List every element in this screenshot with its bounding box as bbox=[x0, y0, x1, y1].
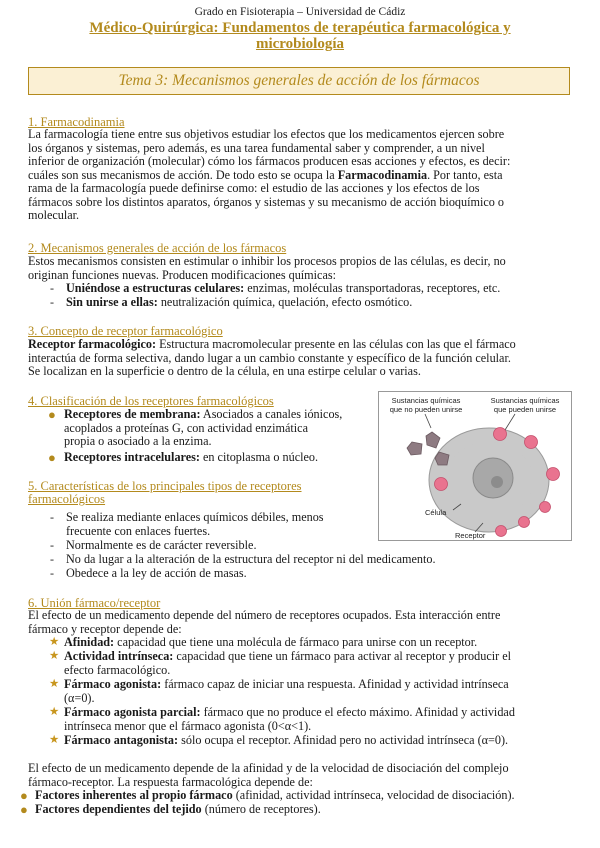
s2-bullet-2-bold: Sin unirse a ellas: bbox=[66, 295, 158, 309]
section-2-paragraph bbox=[28, 255, 570, 282]
s5-item-2-marker: - bbox=[50, 538, 54, 552]
s5-title-line-2: farmacológicos bbox=[28, 492, 106, 506]
s4-bullet-2-marker: ● bbox=[48, 450, 56, 465]
s5-title-line-1: 5. Características de los principales tipos de receptores bbox=[28, 479, 302, 493]
s6-def-4-star-icon: ★ bbox=[49, 706, 60, 718]
s3-line-1-text: Estructura macromolecular presente en las células con las que el fármaco bbox=[156, 337, 516, 351]
receptor-7 bbox=[540, 502, 551, 513]
s2-bullet-2-text: neutralización química, quelación, efecto osmótico. bbox=[157, 295, 413, 309]
agonista-parcial-line-1 bbox=[64, 706, 570, 720]
receptor-1 bbox=[494, 428, 507, 441]
s5-item-2: Normalmente es de carácter reversible. bbox=[66, 538, 257, 552]
section-3-paragraph bbox=[28, 338, 570, 379]
agonista-parcial-term: Fármaco agonista parcial: bbox=[64, 705, 201, 719]
s1-line-5: rama de la farmacología puede definirse como: el estudio de las acciones y los efectos de los bbox=[28, 181, 480, 195]
s5-item-4: Obedece a la ley de acción de masas. bbox=[66, 566, 247, 580]
s6-def-actividad-intrinseca bbox=[64, 650, 570, 677]
receptor-diagram bbox=[379, 392, 573, 542]
s6-line-1: El efecto de un medicamento depende del número de receptores ocupados. Esta interacción entre bbox=[28, 608, 501, 622]
section-4-title: 4. Clasificación de los receptores farmacológicos bbox=[28, 394, 274, 408]
s3-line-2: interactúa de forma selectiva, dando lugar a un cambio constante y específico de la función celular. bbox=[28, 350, 511, 365]
afinidad-text: capacidad que tiene una molécula de fármaco para unirse con un receptor. bbox=[114, 635, 478, 649]
label-no-unir-line-2: que no pueden unirse bbox=[389, 404, 463, 414]
s3-line-1 bbox=[28, 338, 570, 352]
subject-title-line-2: microbiología bbox=[255, 36, 345, 52]
s5-item-3-marker: - bbox=[50, 552, 54, 566]
section-5-title bbox=[28, 480, 370, 506]
receptor-3 bbox=[547, 468, 560, 481]
agonista-text-1: fármaco capaz de iniciar una respuesta. Afinidad y actividad intrínseca bbox=[161, 677, 509, 691]
agonista-term: Fármaco agonista: bbox=[64, 677, 162, 691]
subject-title-line-1: Médico-Quirúrgica: Fundamentos de terapéutica farmacológica y bbox=[89, 20, 511, 36]
s6-factor-2-marker: ● bbox=[20, 802, 28, 817]
s4-bullet-1-bold: Receptores de membrana: bbox=[64, 407, 201, 421]
section-1-title: 1. Farmacodinamia bbox=[28, 115, 125, 129]
agonista-parcial-text-1: fármaco que no produce el efecto máximo. Afinidad y actividad bbox=[200, 705, 515, 719]
s6-def-agonista-parcial bbox=[64, 706, 570, 733]
afinidad-term: Afinidad: bbox=[64, 635, 115, 649]
s6-factor-1-marker: ● bbox=[20, 788, 28, 803]
s4-bullet-1-line-1 bbox=[64, 408, 369, 422]
s2-line-1: Estos mecanismos consisten en estimular o inhibir los procesos propios de las células, es decir, no bbox=[28, 254, 506, 268]
s1-line-4-a: cuáles son sus mecanismos de acción. De todo esto se ocupa la bbox=[28, 167, 338, 182]
s6-def-5-star-icon: ★ bbox=[49, 734, 60, 746]
tema-title-box bbox=[28, 67, 570, 95]
s2-line-2: originan funciones nuevas. Producen modificaciones químicas: bbox=[28, 267, 336, 282]
s1-line-3: inferior de organización (molecular) cómo los fármacos producen esas acciones y efectos, es decir: bbox=[28, 154, 511, 168]
s6-def-1-star-icon: ★ bbox=[49, 636, 60, 648]
receptor-5 bbox=[496, 526, 507, 537]
agonista-line-1 bbox=[64, 678, 570, 692]
s6-def-2-star-icon: ★ bbox=[49, 650, 60, 662]
antagonista-term: Fármaco antagonista: bbox=[64, 733, 179, 747]
s5-item-1-marker: - bbox=[50, 510, 54, 524]
factor-tejido-text: (número de receptores). bbox=[201, 802, 321, 816]
s6-def-antagonista bbox=[64, 734, 508, 748]
farmacodinamia-term: Farmacodinamia bbox=[337, 167, 428, 182]
s2-bullet-1-text: enzimas, moléculas transportadoras, receptores, etc. bbox=[244, 281, 501, 295]
actividad-text-1: capacidad que tiene un fármaco para activar al receptor y producir el bbox=[173, 649, 512, 663]
molecule-no-unir-2 bbox=[407, 442, 422, 455]
s2-bullet-2-marker: - bbox=[50, 295, 54, 309]
s4-bullet-1-text: Asociados a canales iónicos, bbox=[200, 407, 343, 421]
agonista-line-2: (α=0). bbox=[64, 690, 95, 705]
label-celula: Célula bbox=[425, 508, 447, 517]
s6-def-3-star-icon: ★ bbox=[49, 678, 60, 690]
s4-bullet-1 bbox=[64, 408, 369, 449]
s5-item-4-marker: - bbox=[50, 566, 54, 580]
section-3-title: 3. Concepto de receptor farmacológico bbox=[28, 324, 223, 338]
receptor-figure bbox=[378, 391, 572, 541]
leader-line-unir bbox=[505, 414, 515, 430]
s1-line-7: molecular. bbox=[28, 208, 80, 222]
section-6-title: 6. Unión fármaco/receptor bbox=[28, 596, 161, 610]
antagonista-text: sólo ocupa el receptor. Afinidad pero no actividad intrínseca (α=0). bbox=[178, 733, 509, 747]
label-unir-line-2: que pueden unirse bbox=[493, 404, 557, 414]
receptor-6 bbox=[519, 517, 530, 528]
actividad-line-2: efecto farmacológico. bbox=[64, 662, 171, 677]
s6-def-agonista bbox=[64, 678, 570, 705]
receptor-4 bbox=[435, 478, 448, 491]
molecule-no-unir-1 bbox=[426, 432, 440, 448]
label-pueden-unirse bbox=[479, 397, 571, 414]
s2-bullet-1-marker: - bbox=[50, 281, 54, 295]
s1-line-4-c: . Por tanto, esta bbox=[427, 167, 503, 182]
s1-line-2: los órganos y sistemas, pero además, es una tarea fundamental saber y comprender, a un nivel bbox=[28, 140, 485, 155]
subject-title bbox=[40, 20, 560, 52]
s5-item-1-line-2: frecuente con enlaces fuertes. bbox=[66, 523, 211, 538]
label-no-pueden-unirse bbox=[383, 397, 469, 414]
section-6-paragraph-1 bbox=[28, 609, 570, 636]
label-receptor: Receptor bbox=[455, 531, 486, 540]
s1-line-6: fármacos sobre los distintos aparatos, órganos y sistemas y su mecanismo de acción bioquímico o bbox=[28, 194, 505, 209]
actividad-line-1 bbox=[64, 650, 570, 664]
s4-bullet-1-line-3: propia o asociado a la enzima. bbox=[64, 434, 212, 448]
s4-bullet-2-bold: Receptores intracelulares: bbox=[64, 450, 200, 464]
s2-bullet-1-bold: Uniéndose a estructuras celulares: bbox=[66, 281, 245, 295]
s6-def-afinidad bbox=[64, 636, 477, 650]
s5-item-1 bbox=[66, 511, 369, 538]
s6-factor-farmaco bbox=[35, 789, 515, 803]
section-6-paragraph-2 bbox=[28, 762, 570, 789]
s3-line-3: Se localizan en la superficie o dentro de la célula, en una estirpe celular o varias. bbox=[28, 364, 421, 378]
s6-p2-line-1: El efecto de un medicamento depende de la afinidad y de la velocidad de disociación del complejo bbox=[28, 761, 509, 775]
s4-bullet-1-line-2: acoplados a proteínas G, con actividad enzimática bbox=[64, 420, 308, 435]
s1-line-4 bbox=[28, 169, 570, 183]
receptor-2 bbox=[525, 436, 538, 449]
s6-p2-line-2: fármaco-receptor. La respuesta farmacológica depende de: bbox=[28, 774, 313, 789]
s4-bullet-2-text: en citoplasma o núcleo. bbox=[199, 450, 319, 464]
s4-bullet-2 bbox=[64, 451, 318, 465]
factor-farmaco-term: Factores inherentes al propio fármaco bbox=[35, 788, 233, 802]
agonista-parcial-line-2: intrínseca menor que el fármaco agonista (0<α<1). bbox=[64, 718, 312, 733]
s6-line-2: fármaco y receptor depende de: bbox=[28, 621, 182, 636]
tema-title: Tema 3: Mecanismos generales de acción de los fármacos bbox=[118, 72, 480, 89]
section-2-title: 2. Mecanismos generales de acción de los fármacos bbox=[28, 241, 287, 255]
actividad-intrinseca-term: Actividad intrínseca: bbox=[64, 649, 174, 663]
s2-bullet-2 bbox=[66, 296, 412, 310]
s2-bullet-1 bbox=[66, 282, 500, 296]
s5-item-3: No da lugar a la alteración de la estructura del receptor ni del medicamento. bbox=[66, 552, 436, 566]
course-header: Grado en Fisioterapia – Universidad de Cádiz bbox=[194, 6, 406, 18]
label-unir-line-1: Sustancias químicas bbox=[490, 396, 560, 405]
factor-tejido-term: Factores dependientes del tejido bbox=[35, 802, 202, 816]
s1-line-1: La farmacología tiene entre sus objetivos estudiar los efectos que los medicamentos ejercen sobre bbox=[28, 127, 505, 141]
section-1-paragraph bbox=[28, 128, 570, 223]
receptor-term: Receptor farmacológico: bbox=[28, 337, 157, 351]
nucleolus bbox=[491, 476, 503, 488]
label-no-unir-line-1: Sustancias químicas bbox=[391, 396, 461, 405]
s4-bullet-1-marker: ● bbox=[48, 407, 56, 422]
leader-line-no-unir bbox=[425, 414, 431, 428]
s6-factor-tejido bbox=[35, 803, 321, 817]
s5-item-1-line-1: Se realiza mediante enlaces químicos débiles, menos bbox=[66, 510, 324, 524]
factor-farmaco-text: (afinidad, actividad intrínseca, velocidad de disociación). bbox=[232, 788, 515, 802]
